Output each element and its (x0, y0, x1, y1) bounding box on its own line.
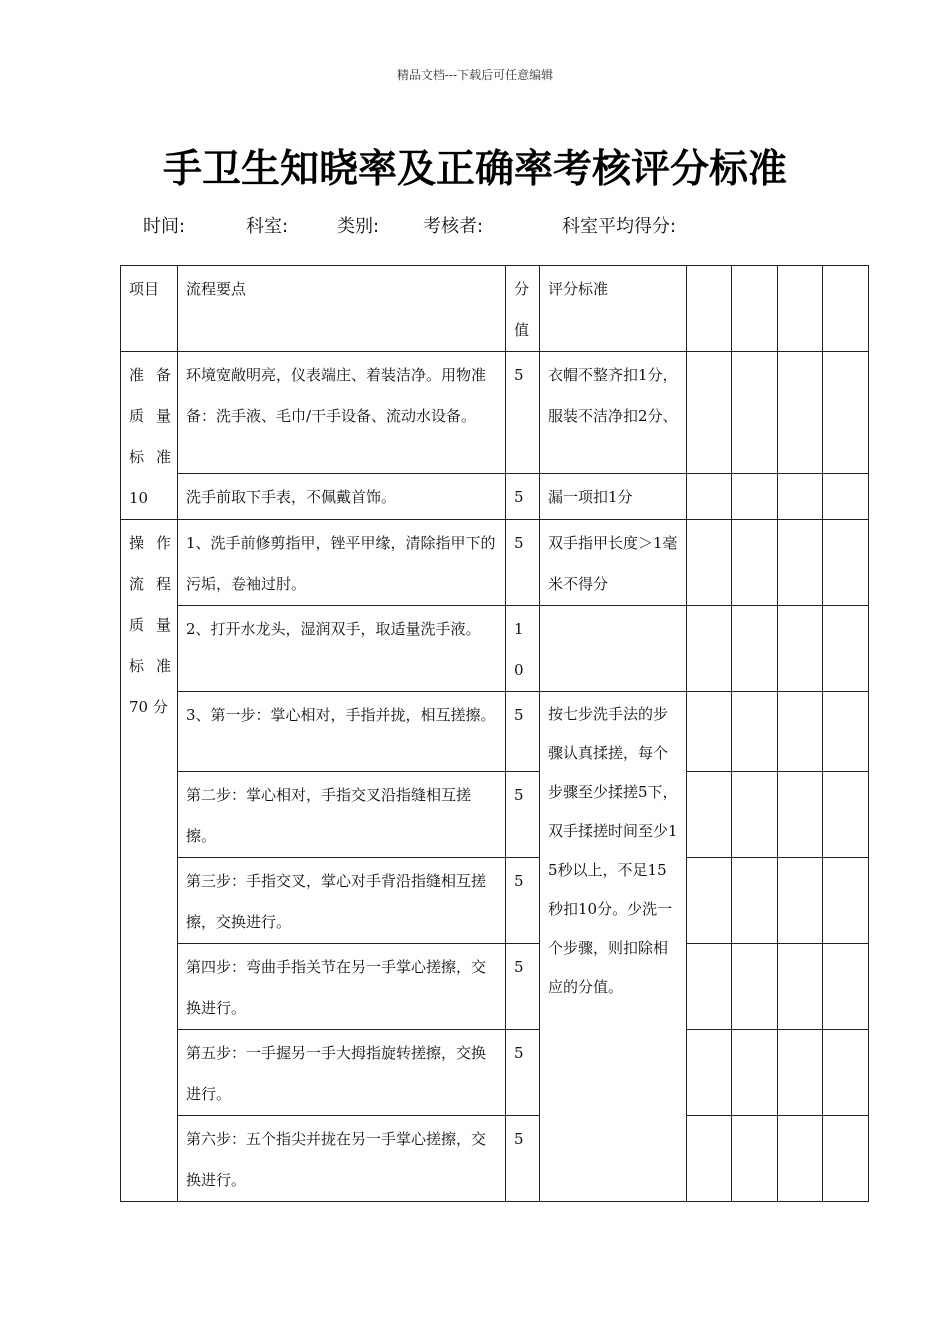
assessor-label: 考核者: (423, 216, 484, 237)
category-line: 质 量 (129, 616, 171, 634)
document-watermark: 精品文档---下载后可任意编辑 (396, 68, 554, 82)
score-cell: 5 (506, 1030, 540, 1116)
blank-cell (778, 266, 823, 352)
point-cell: 洗手前取下手表，不佩戴首饰。 (178, 474, 506, 520)
score-cell: 10 (506, 606, 540, 692)
category-line: 标 准 (129, 657, 171, 675)
blank-cell (778, 1030, 823, 1116)
blank-cell (778, 352, 823, 474)
table-row (121, 1116, 869, 1202)
table-row (121, 520, 869, 606)
score-cell: 5 (506, 692, 540, 772)
header-item: 项目 (121, 266, 178, 352)
blank-cell (687, 1030, 732, 1116)
blank-cell (687, 266, 732, 352)
score-cell: 5 (506, 520, 540, 606)
blank-cell (823, 266, 869, 352)
score-cell: 5 (506, 352, 540, 474)
operation-category-cell (121, 520, 178, 1202)
blank-cell (687, 944, 732, 1030)
prep-category-cell (121, 352, 178, 520)
blank-cell (732, 1030, 778, 1116)
point-cell: 第四步：弯曲手指关节在另一手掌心搓擦，交换进行。 (178, 944, 506, 1030)
blank-cell (687, 858, 732, 944)
document-title: 手卫生知晓率及正确率考核评分标准 (162, 147, 787, 192)
blank-cell (732, 944, 778, 1030)
steps-criteria-cell: 按七步洗手法的步骤认真揉搓，每个步骤至少揉搓5下，双手揉搓时间至少15秒以上，不足15秒扣10分。少洗一个步骤，则扣除相应的分值。 (540, 692, 687, 1202)
blank-cell (823, 772, 869, 858)
point-cell: 第六步：五个指尖并拢在另一手掌心搓擦，交换进行。 (178, 1116, 506, 1202)
table-row (121, 606, 869, 692)
category-line: 质 量 (129, 407, 171, 425)
category-line: 操 作 (129, 534, 171, 552)
header-row (121, 266, 869, 352)
blank-cell (823, 520, 869, 606)
blank-cell (732, 266, 778, 352)
point-cell: 3、第一步：掌心相对，手指并拢，相互搓擦。 (178, 692, 506, 772)
point-cell: 环境宽敞明亮，仪表端庄、着装洁净。用物准备：洗手液、毛巾/干手设备、流动水设备。 (178, 352, 506, 474)
score-cell: 5 (506, 772, 540, 858)
criteria-cell (540, 606, 687, 692)
header-points: 流程要点 (178, 266, 506, 352)
blank-cell (778, 858, 823, 944)
table-row (121, 474, 869, 520)
header-score-line1: 分 (514, 280, 530, 298)
scoring-table (120, 265, 869, 1202)
blank-cell (687, 772, 732, 858)
category-line: 70 分 (129, 698, 168, 716)
header-score (506, 266, 540, 352)
blank-cell (732, 520, 778, 606)
category-line: 10 (129, 489, 149, 507)
time-label: 时间: (143, 216, 186, 237)
blank-cell (778, 692, 823, 772)
blank-cell (823, 692, 869, 772)
blank-cell (732, 606, 778, 692)
category-line: 标 准 (129, 448, 171, 466)
blank-cell (732, 692, 778, 772)
blank-cell (778, 944, 823, 1030)
table-row (121, 352, 869, 474)
blank-cell (823, 352, 869, 474)
score-cell: 5 (506, 1116, 540, 1202)
blank-cell (687, 692, 732, 772)
blank-cell (823, 944, 869, 1030)
table-row (121, 692, 869, 772)
blank-cell (778, 772, 823, 858)
header-criteria: 评分标准 (540, 266, 687, 352)
table-row (121, 772, 869, 858)
blank-cell (823, 1116, 869, 1202)
blank-cell (823, 474, 869, 520)
table-row (121, 944, 869, 1030)
blank-cell (732, 352, 778, 474)
criteria-cell: 漏一项扣1分 (540, 474, 687, 520)
table-row (121, 1030, 869, 1116)
blank-cell (732, 474, 778, 520)
blank-cell (732, 772, 778, 858)
point-cell: 1、洗手前修剪指甲，锉平甲缘，清除指甲下的污垢，卷袖过肘。 (178, 520, 506, 606)
blank-cell (732, 1116, 778, 1202)
point-cell: 第五步：一手握另一手大拇指旋转搓擦，交换进行。 (178, 1030, 506, 1116)
blank-cell (778, 606, 823, 692)
header-score-line2: 值 (514, 321, 530, 339)
point-cell: 第三步：手指交叉，掌心对手背沿指缝相互搓擦，交换进行。 (178, 858, 506, 944)
blank-cell (732, 858, 778, 944)
blank-cell (778, 520, 823, 606)
table-row (121, 858, 869, 944)
score-cell: 5 (506, 858, 540, 944)
blank-cell (778, 474, 823, 520)
criteria-cell: 衣帽不整齐扣1分，服装不洁净扣2分、 (540, 352, 687, 474)
point-cell: 第二步：掌心相对，手指交叉沿指缝相互搓擦。 (178, 772, 506, 858)
blank-cell (687, 606, 732, 692)
criteria-cell: 双手指甲长度＞1毫米不得分 (540, 520, 687, 606)
blank-cell (823, 858, 869, 944)
blank-cell (823, 1030, 869, 1116)
average-score-label: 科室平均得分: (562, 216, 677, 237)
blank-cell (778, 1116, 823, 1202)
score-cell: 5 (506, 474, 540, 520)
score-cell: 5 (506, 944, 540, 1030)
category-line: 流 程 (129, 575, 171, 593)
category-label: 类别: (337, 216, 380, 237)
point-cell: 2、打开水龙头，湿润双手，取适量洗手液。 (178, 606, 506, 692)
blank-cell (687, 352, 732, 474)
category-line: 准 备 (129, 366, 171, 384)
blank-cell (687, 520, 732, 606)
blank-cell (687, 474, 732, 520)
blank-cell (687, 1116, 732, 1202)
blank-cell (823, 606, 869, 692)
department-label: 科室: (246, 216, 289, 237)
